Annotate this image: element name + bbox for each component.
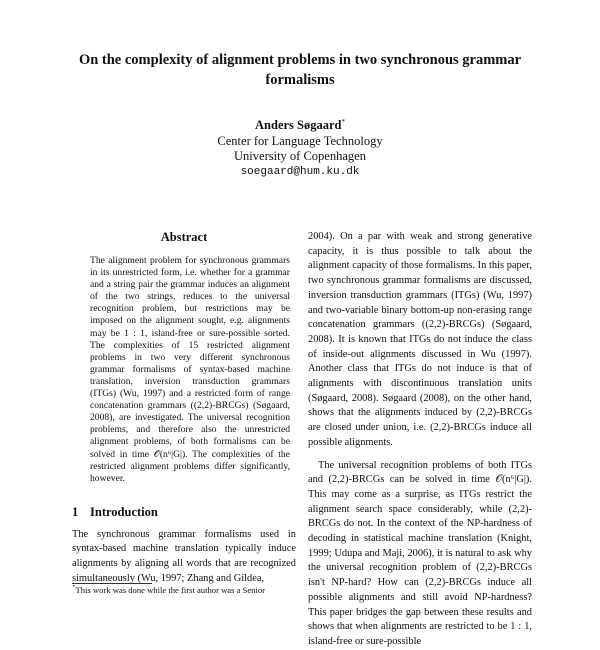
left-column bbox=[72, 230, 296, 587]
right-paragraph-1: 2004). On a par with weak and strong generative capacity, it is thus possible to talk about the alignment capacity of those formalisms. In this paper, two synchronous grammar formalisms are discussed, inversion transduction grammars (ITGs) (Wu, 1997) and two-variable binary bottom-up non-erasing range concatenation grammars ((2,2)-BRCGs) (Søgaard, 2008). It is known that ITGs do not induce the class of inside-out alignments discussed in Wu (1997). Another class that ITGs do not induce is that of alignments with discontinuous translation units (Søgaard, 2008). Søgaard (2008), on the other hand, shows that the alignments induced by (2,2)-BRCGs are closed under union, i.e. (2,2)-BRCGs induce all possible alignments. bbox=[308, 231, 532, 448]
right-column bbox=[308, 230, 532, 650]
footnote-divider bbox=[72, 583, 152, 584]
author-university: University of Copenhagen bbox=[234, 149, 366, 163]
introduction-paragraph: The synchronous grammar formalisms used in syntax-based machine translation typically induce alignments by aligning all words that are recognized simultaneously (Wu, 1997; Zhang and Gildea, bbox=[72, 528, 296, 584]
footnote-mark: * bbox=[72, 585, 76, 592]
author-name-line bbox=[150, 118, 450, 134]
author-block bbox=[150, 118, 450, 180]
author-email: soegaard@hum.ku.dk bbox=[240, 165, 360, 178]
author-name: Anders Søgaard bbox=[255, 118, 342, 132]
section-heading-introduction bbox=[72, 505, 296, 520]
author-affiliation: Center for Language Technology bbox=[217, 133, 383, 148]
section-number: 1 bbox=[72, 504, 79, 519]
author-footnote-mark: * bbox=[341, 117, 345, 126]
abstract-heading: Abstract bbox=[160, 230, 208, 244]
footnote bbox=[72, 585, 296, 595]
footnote-text: This work was done while the first author was a Senior bbox=[75, 585, 265, 595]
section-title: Introduction bbox=[90, 504, 158, 519]
abstract-text: The alignment problem for synchronous grammars in its unrestricted form, i.e. whether for a grammar and a string pair the grammar induces an alignment of the two strings, reduces to the universal recognition problem, but restrictions may be imposed on the alignment sought, e.g. alignments may be 1 : 1, island-free or sure-possible sorted. The complexities of 15 restricted alignment problems in two very different synchronous grammar formalisms of syntax-based machine translation, inversion transduction grammars (ITGs) (Wu, 1997) and a restricted form of range concatenation grammars ((2,2)-BRCGs) (Søgaard, 2008), are investigated. The universal recognition problems, and therefore also the unrestricted alignment problems, of both formalisms can be solved in time 𝒪(n⁶|G|). The complexities of the restricted alignment problems differ significantly, however. bbox=[90, 255, 290, 484]
paper-title: On the complexity of alignment problems in two synchronous grammar formalisms bbox=[78, 52, 522, 88]
right-paragraph-2: The universal recognition problems of both ITGs and (2,2)-BRCGs can be solved in time 𝒪(n⁶|G|). This may come as a surprise, as ITGs restrict the alignment search space considerably, while (2,2)-BRCGs do not. In the context of the NP-hardness of decoding in statistical machine translation (Knight, 1999; Udupa and Maji, 2006), it is natural to ask why the universal recognition problem of (2,2)-BRCGs isn't NP-hard? How can (2,2)-BRCGs induce all possible alignments and still avoid NP-hardness? This paper bridges the gap between these results and shows that when alignments are restricted to be 1 : 1, island-free or sure-possible bbox=[308, 459, 532, 647]
